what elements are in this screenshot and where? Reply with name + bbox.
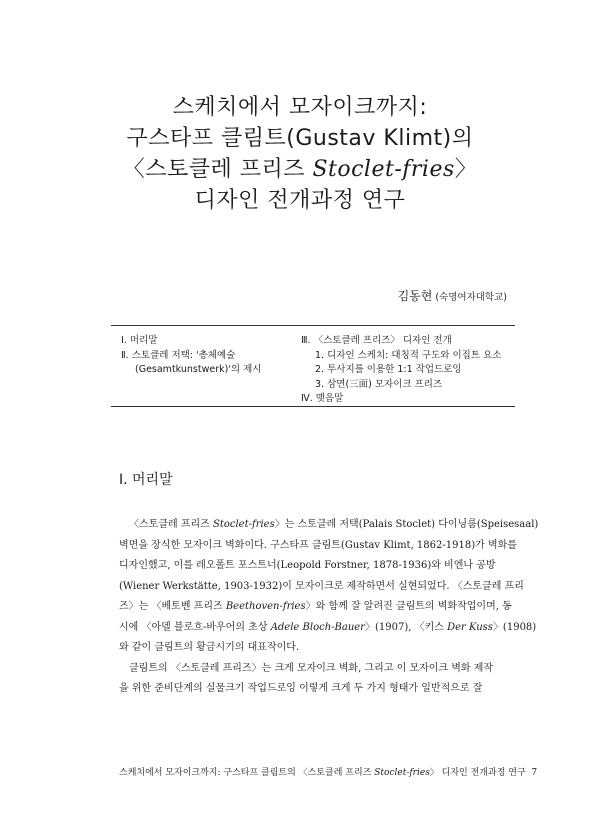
body-span: 〉(1907), 〈키스 <box>364 621 448 633</box>
body-span: 〉(1908) <box>492 621 537 633</box>
body-line: 클림트의 〈스토클레 프리즈〉는 크게 모자이크 벽화, 그리고 이 모자이크 벽화 제작 <box>129 662 494 674</box>
body-line: (Wiener Werkstätte, 1903-1932)이 모자이크로 제작하면서 실현되었다. 〈스토클레 프리 <box>119 580 524 592</box>
body-line <box>119 515 539 536</box>
title-line-3-pre: 〈스토클레 프리즈 <box>122 157 313 182</box>
body-span: 〉는 스토클레 저택(Palais Stoclet) 다이닝룸(Speisesaal) <box>274 519 539 530</box>
body-line: 와 같이 클림트의 황금시기의 대표작이다. <box>119 642 300 653</box>
body-span: 〉와 함께 잘 알려진 클림트의 벽화작업이며, 동 <box>305 601 512 612</box>
footer-running-title-pre: 스케치에서 모자이크까지: 구스타프 클림트의 〈스토클레 프리즈 <box>119 768 375 778</box>
body-span: 시에 〈아델 블로흐-바우어의 초상 <box>119 621 271 633</box>
body-italic: Stoclet-fries <box>212 519 275 530</box>
title-line-3-post: 〉 <box>454 157 478 182</box>
body-italic: Der Kuss <box>447 621 493 633</box>
author-affiliation: (숙명여자대학교) <box>435 292 507 303</box>
title-line-1: 스케치에서 모자이크까지: <box>172 95 428 120</box>
table-of-contents <box>111 325 515 407</box>
toc-item: 1. 디자인 스케치: 대칭적 구도와 이집트 요소 <box>315 349 502 361</box>
footer-running-title-post: 〉 디자인 전개과정 연구 <box>429 768 526 778</box>
title-line-3 <box>0 154 600 185</box>
body-span: 〈스토클레 프리즈 <box>129 519 213 530</box>
author-name: 김동현 <box>397 289 433 303</box>
toc-item: 2. 투사지를 이용한 1:1 작업드로잉 <box>315 364 462 376</box>
toc-item: Ⅳ. 맺음말 <box>301 393 344 405</box>
page-footer <box>119 765 538 778</box>
toc-left-column <box>121 334 301 378</box>
toc-item: (Gesamtkunstwerk)'의 제시 <box>135 364 262 376</box>
body-line: 벽면을 장식한 모자이크 벽화이다. 구스타프 클림트(Gustav Klimt, 1862-1918)가 벽화를 <box>119 539 517 551</box>
title-line-2: 구스타프 클림트(Gustav Klimt)의 <box>126 126 474 151</box>
body-line <box>119 597 517 618</box>
article-title <box>0 92 600 216</box>
body-line: 을 위한 준비단계의 실물크기 작업드로잉 이렇게 크게 두 가지 형태가 일반적으로 잘 <box>119 683 483 694</box>
toc-item: 3. 삼면(三面) 모자이크 프리즈 <box>315 378 443 390</box>
title-line-3-italic: Stoclet-fries <box>312 157 455 182</box>
toc-item: Ⅱ. 스토클레 저택: '총체예술 <box>121 349 236 361</box>
section-heading: Ⅰ. 머리말 <box>119 472 173 488</box>
page-number: 7 <box>531 768 538 778</box>
body-text <box>119 515 539 700</box>
body-span: 즈〉는 〈베토벤 프리즈 <box>119 601 226 612</box>
body-italic: Beethoven-fries <box>225 601 306 612</box>
toc-item: Ⅰ. 머리말 <box>121 335 158 346</box>
toc-right-column <box>301 334 515 407</box>
author <box>398 287 507 304</box>
title-line-4: 디자인 전개과정 연구 <box>194 188 406 213</box>
body-line: 디자인했고, 이를 레오폴트 포스트너(Leopold Forstner, 1878-1936)와 비엔나 공방 <box>119 560 496 571</box>
toc-item: Ⅲ. 〈스토클레 프리즈〉 디자인 전개 <box>301 335 452 346</box>
footer-running-title-italic: Stoclet-fries <box>374 768 430 778</box>
body-line <box>119 618 537 639</box>
body-italic: Adele Bloch-Bauer <box>270 621 365 633</box>
